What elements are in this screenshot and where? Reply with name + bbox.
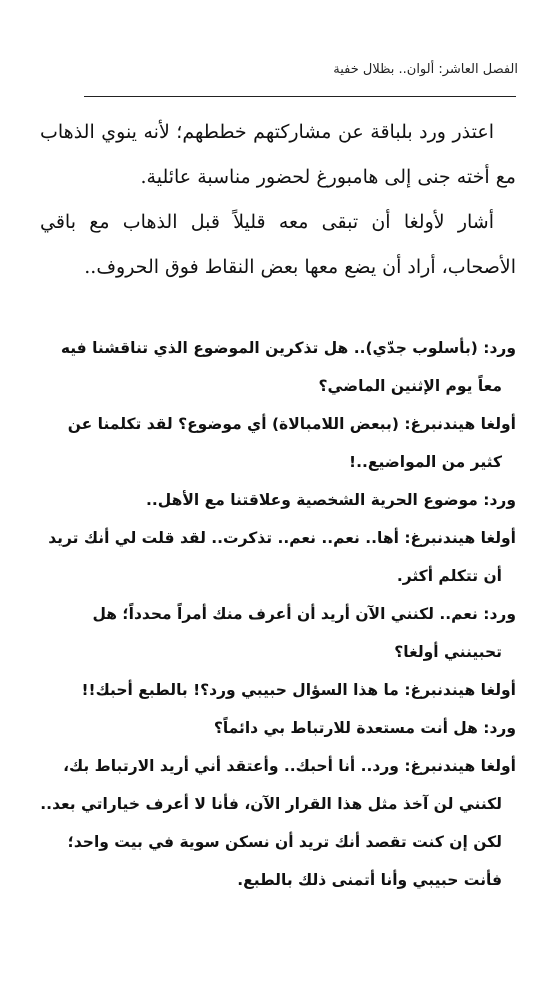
speaker-name: أولغا هيندنبرغ:	[404, 681, 516, 699]
header-rule	[84, 96, 516, 97]
dialogue-turn	[40, 747, 516, 899]
intro-paragraph: أشار لأولغا أن تبقى معه قليلاً قبل الذهاب مع باقي الأصحاب، أراد أن يضع معها بعض النقاط فوق الحروف..	[40, 211, 516, 278]
speaker-name: ورد:	[483, 339, 516, 357]
dialogue-text: موضوع الحرية الشخصية وعلاقتنا مع الأهل..	[146, 491, 478, 509]
intro-paragraph: اعتذر ورد بلباقة عن مشاركتهم خططهم؛ لأنه ينوي الذهاب مع أخته جنى إلى هامبورغ لحضور مناسبة عائلية.	[40, 121, 516, 188]
dialogue-text: نعم.. لكنني الآن أريد أن أعرف منك أمراً محدداً؛ هل تحبينني أولغا؟	[92, 605, 502, 661]
dialogue-turn	[40, 671, 516, 709]
dialogue-turn	[40, 481, 516, 519]
dialogue-turn	[40, 329, 516, 405]
speaker-name: ورد:	[483, 719, 516, 737]
speaker-name: ورد:	[483, 491, 516, 509]
chapter-header: الفصل العاشر: ألوان.. بظلال خفية	[333, 62, 518, 77]
dialogue-text: هل أنت مستعدة للارتباط بي دائماً؟	[213, 719, 478, 737]
intro-narration	[40, 110, 516, 290]
dialogue-block	[40, 329, 516, 899]
speaker-name: أولغا هيندنبرغ:	[404, 529, 516, 547]
dialogue-text: أها.. نعم.. نعم.. تذكرت.. لقد قلت لي أنك تريد أن تتكلم أكثر.	[48, 529, 502, 585]
dialogue-text: ورد.. أنا أحبك.. وأعتقد أني أريد الارتباط بك، لكنني لن آخذ مثل هذا القرار الآن، فأنا لا أعرف خياراتي بعد.. لكن إن كنت تقصد أنك تريد أن نسكن سوية في بيت واحد؛ فأنت حبيبي وأنا أتمنى ذلك بالطبع.	[40, 757, 502, 889]
speaker-name: أولغا هيندنبرغ:	[404, 415, 516, 433]
dialogue-turn	[40, 405, 516, 481]
dialogue-turn	[40, 519, 516, 595]
speaker-name: ورد:	[483, 605, 516, 623]
dialogue-text: (ببعض اللامبالاة) أي موضوع؟ لقد تكلمنا عن كثير من المواضيع..!	[67, 415, 502, 471]
speaker-name: أولغا هيندنبرغ:	[404, 757, 516, 775]
dialogue-turn	[40, 709, 516, 747]
dialogue-turn	[40, 595, 516, 671]
dialogue-text: (بأسلوب جدّي).. هل تذكرين الموضوع الذي تناقشنا فيه معاً يوم الإثنين الماضي؟	[60, 339, 502, 395]
dialogue-text: ما هذا السؤال حبيبي ورد؟! بالطبع أحبك!!	[81, 681, 399, 699]
